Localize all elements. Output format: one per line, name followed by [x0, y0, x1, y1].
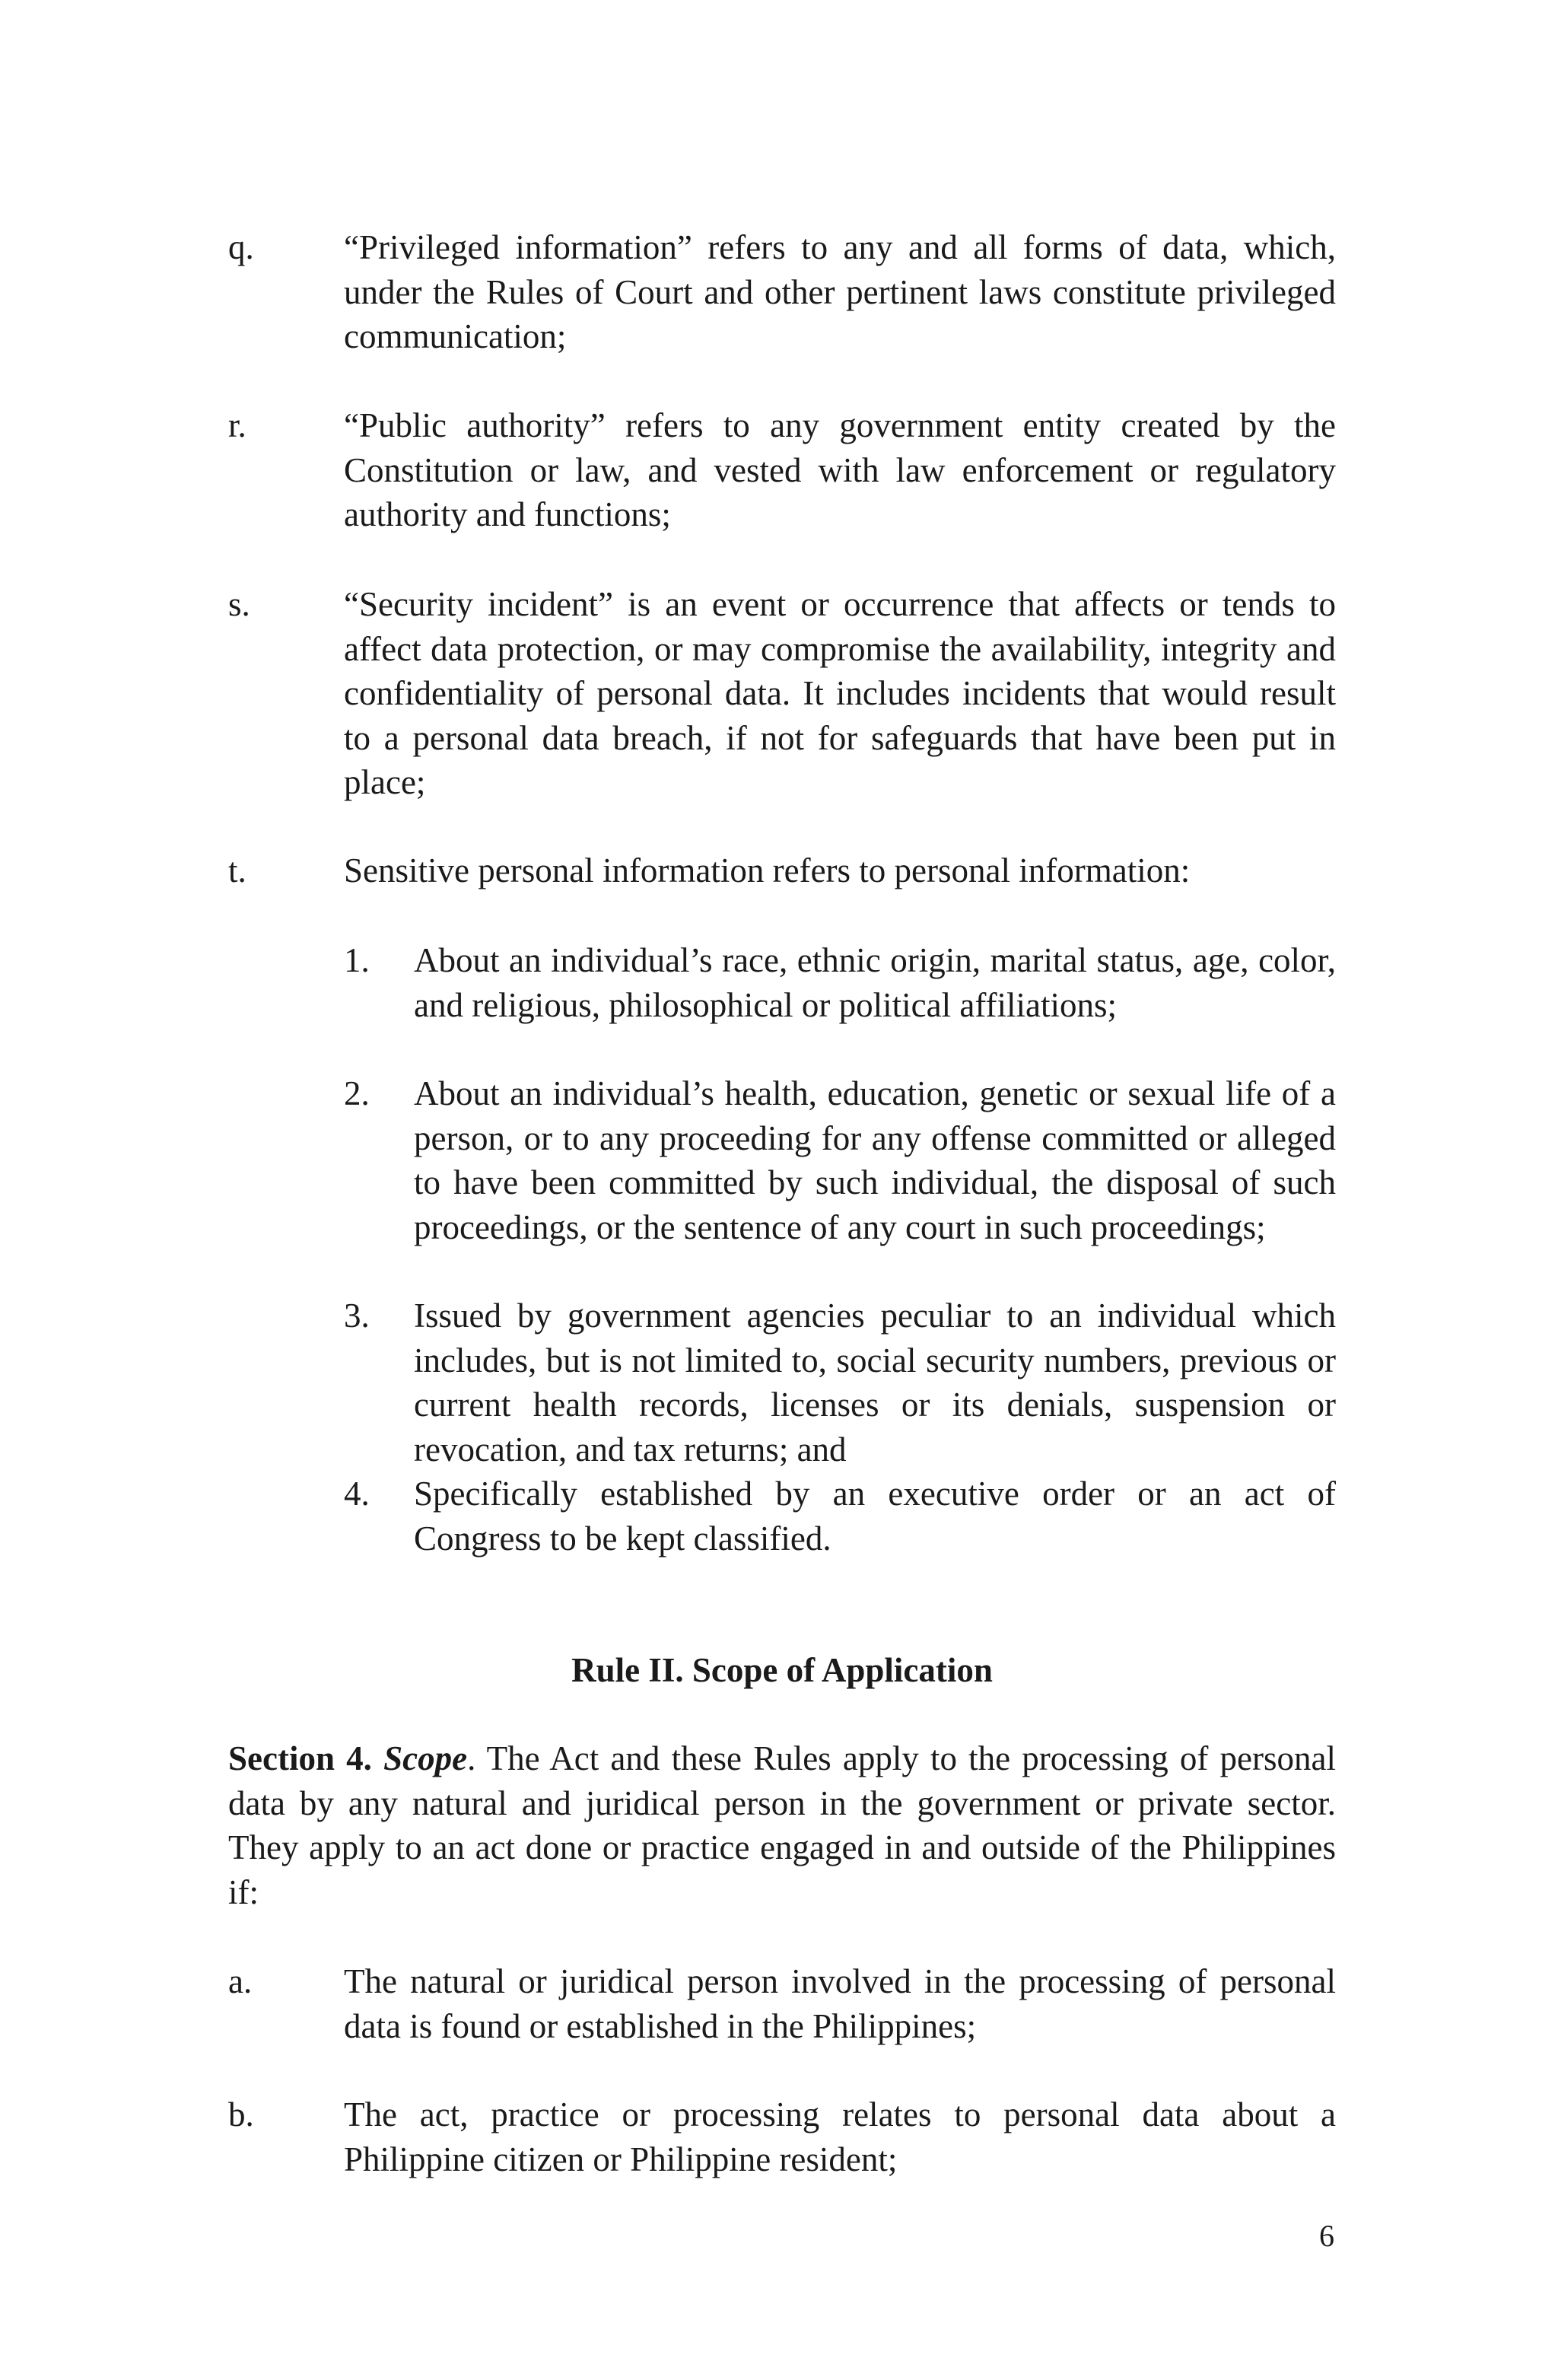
section-title: Scope	[383, 1739, 468, 1777]
scope-marker: a.	[228, 1962, 253, 2000]
sensitive-item-3	[344, 1293, 1336, 1472]
sensitive-marker: 3.	[344, 1297, 370, 1335]
sensitive-text: Issued by government agencies peculiar to an individual which includes, but is not limited to, social security numbers, previous or current health records, licenses or its denials, suspension or revocation, and tax returns; and	[414, 1297, 1336, 1468]
definition-marker: r.	[228, 406, 246, 444]
sensitive-item-1	[344, 938, 1336, 1027]
sensitive-text: About an individual’s health, education, genetic or sexual life of a person, or to any proceeding for any offense committed or alleged to have been committed by such individual, the disposal of such proceedings, or the sentence of any court in such proceedings;	[414, 1074, 1336, 1246]
scope-text: The natural or juridical person involved in the processing of personal data is found or established in the Philippines;	[344, 1962, 1336, 2045]
definition-text: “Privileged information” refers to any and all forms of data, which, under the Rules of Court and other pertinent laws constitute privileged communication;	[344, 228, 1336, 355]
definition-marker: t.	[228, 851, 246, 889]
section-text: The Act and these Rules apply to the processing of personal data by any natural and juridical person in the government or private sector. They apply to an act done or practice engaged in and outside of the Philippines if:	[228, 1739, 1337, 1911]
page-number: 6	[1319, 2219, 1334, 2253]
sensitive-item-4	[344, 1472, 1336, 1561]
sensitive-text: Specifically established by an executive order or an act of Congress to be kept classified.	[414, 1475, 1336, 1558]
scope-item-b	[228, 2092, 1336, 2181]
sensitive-marker: 4.	[344, 1475, 370, 1513]
definition-text: “Public authority” refers to any government entity created by the Constitution or law, and vested with law enforcement or regulatory authority and functions;	[344, 406, 1336, 533]
definition-text: “Security incident” is an event or occurrence that affects or tends to affect data protection, or may compromise the availability, integrity and confidentiality of personal data. It includes incidents that would result to a personal data breach, if not for safeguards that have been put in place;	[344, 585, 1336, 801]
scope-item-a	[228, 1959, 1336, 2048]
definition-item-r	[228, 403, 1336, 537]
section-paragraph	[228, 1736, 1336, 1914]
definition-text: Sensitive personal information refers to personal information:	[344, 851, 1191, 889]
section-label: Section 4.	[228, 1739, 372, 1777]
definition-item-q	[228, 225, 1336, 359]
rule-heading: Rule II. Scope of Application	[571, 1651, 993, 1689]
definition-marker: q.	[228, 228, 254, 266]
definition-item-s	[228, 582, 1336, 805]
scope-text: The act, practice or processing relates to personal data about a Philippine citizen or Philippine resident;	[344, 2095, 1336, 2178]
scope-marker: b.	[228, 2095, 254, 2133]
definition-marker: s.	[228, 585, 250, 623]
sensitive-text: About an individual’s race, ethnic origin, marital status, age, color, and religious, philosophical or political affiliations;	[414, 941, 1336, 1024]
section-title-punct: .	[467, 1739, 476, 1777]
sensitive-item-2	[344, 1071, 1336, 1249]
sensitive-marker: 1.	[344, 941, 370, 979]
sensitive-marker: 2.	[344, 1074, 370, 1112]
definition-item-t	[228, 848, 1336, 893]
